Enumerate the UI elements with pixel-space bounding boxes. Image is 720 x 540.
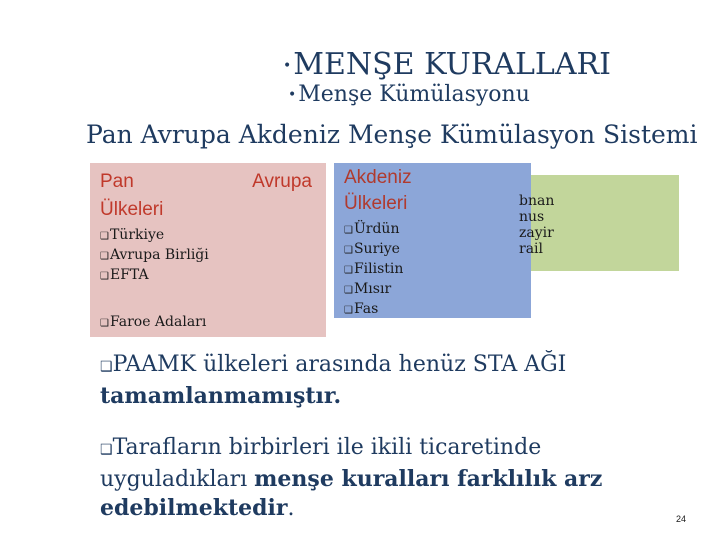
green-box-list xyxy=(519,193,554,257)
list-item: ❑Avrupa Birliği xyxy=(100,247,209,263)
paragraph-2: ❑Tarafların birbirleri ile ikili ticaretinde uyguladıkları menşe kuralları farklılık arz edebilmektedir. xyxy=(100,435,603,521)
dot-bullet-icon: • xyxy=(288,87,297,103)
blue-box-header-line1: Akdeniz xyxy=(344,167,412,188)
pink-box-list xyxy=(100,226,209,286)
square-checkbox-bullet-icon: ❑ xyxy=(344,305,353,316)
pink-box-header-word1: Pan xyxy=(100,171,134,192)
section-heading: Pan Avrupa Akdeniz Menşe Kümülasyon Sistemi xyxy=(86,120,698,149)
pink-box-header-word3: Ülkeleri xyxy=(100,199,164,220)
blue-box-list xyxy=(344,220,403,320)
square-checkbox-bullet-icon: ❑ xyxy=(344,265,353,276)
list-item: ❑Mısır xyxy=(344,281,392,297)
square-checkbox-bullet-icon: ❑ xyxy=(100,442,113,458)
square-checkbox-bullet-icon: ❑ xyxy=(344,285,353,296)
list-item: ❑EFTA xyxy=(100,267,149,283)
square-checkbox-bullet-icon: ❑ xyxy=(100,359,113,375)
square-checkbox-bullet-icon: ❑ xyxy=(100,231,109,242)
pink-box-header xyxy=(100,168,312,224)
slide-subtitle xyxy=(288,82,530,107)
list-item: rail xyxy=(519,241,543,257)
square-checkbox-bullet-icon: ❑ xyxy=(344,225,353,236)
list-item: ❑Filistin xyxy=(344,261,404,277)
list-item: bnan xyxy=(519,193,555,209)
list-item: ❑Ürdün xyxy=(344,221,400,237)
list-item: zayir xyxy=(519,225,554,241)
square-checkbox-bullet-icon: ❑ xyxy=(344,245,353,256)
pink-box-extra-item: ❑Faroe Adaları xyxy=(100,314,207,330)
list-item: ❑Türkiye xyxy=(100,227,165,243)
blue-box-header xyxy=(344,165,412,217)
list-item: ❑Suriye xyxy=(344,241,400,257)
paragraph-1-bold: tamamlanmamıştır. xyxy=(100,383,342,409)
list-item: nus xyxy=(519,209,545,225)
page-number: 24 xyxy=(676,514,687,524)
slide-subtitle-text: Menşe Kümülasyonu xyxy=(298,82,530,107)
slide-title-text: MENŞE KURALLARI xyxy=(293,47,611,82)
list-item: ❑Fas xyxy=(344,301,379,317)
paragraph-2-bold: menşe kuralları farklılık arz edebilmektedir xyxy=(100,466,603,521)
dot-bullet-icon: • xyxy=(283,58,292,74)
slide-title xyxy=(283,47,611,82)
square-checkbox-bullet-icon: ❑ xyxy=(100,318,109,329)
square-checkbox-bullet-icon: ❑ xyxy=(100,271,109,282)
paragraph-1: ❑PAAMK ülkeleri arasında henüz STA AĞI tamamlanmamıştır. xyxy=(100,352,567,409)
square-checkbox-bullet-icon: ❑ xyxy=(100,251,109,262)
pink-box-header-word2: Avrupa xyxy=(252,171,312,192)
blue-box-header-line2: Ülkeleri xyxy=(344,193,408,214)
